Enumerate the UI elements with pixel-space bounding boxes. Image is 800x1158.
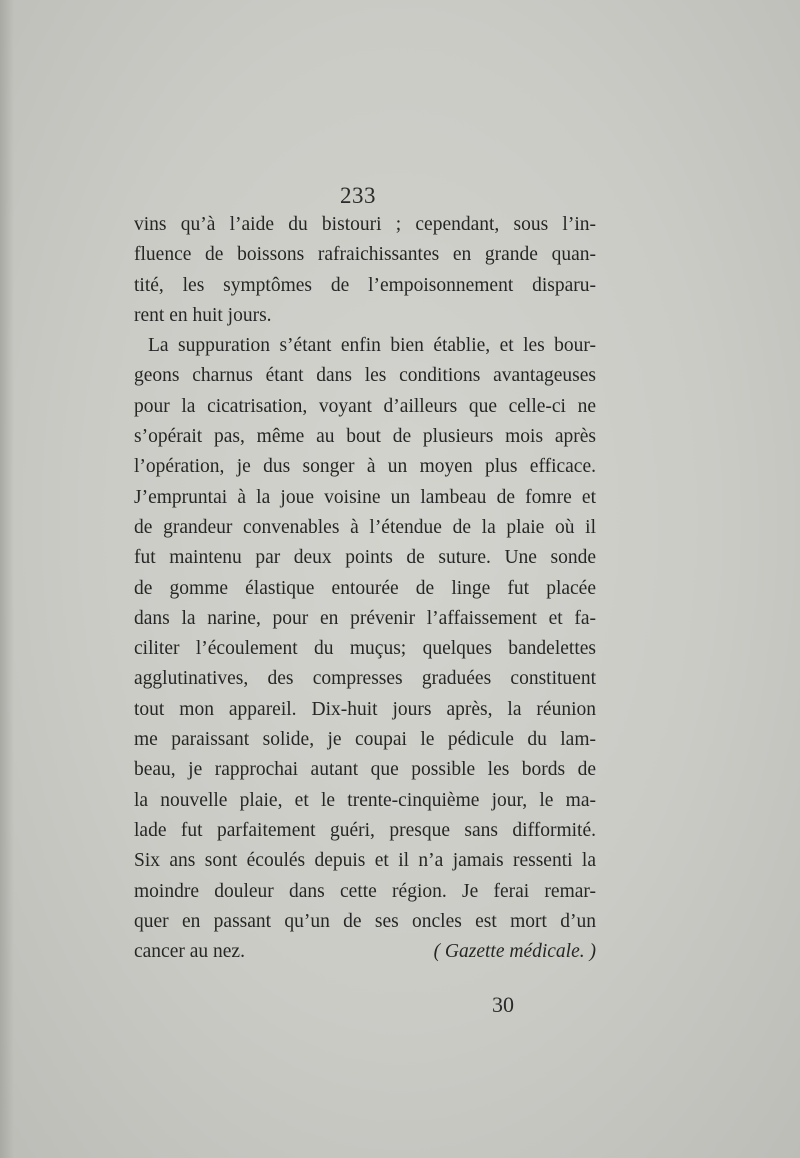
text-line-12: fut maintenu par deux points de suture. Une sonde (134, 547, 596, 569)
final-text: cancer au nez. (134, 941, 245, 963)
text-line-13: de gomme élastique entourée de linge fut placée (134, 577, 596, 599)
page-edge-shadow (0, 0, 14, 1158)
text-line-6: geons charnus étant dans les conditions avantageuses (134, 365, 596, 387)
text-line-10: J’empruntai à la joue voisine un lambeau de fomre et (134, 486, 596, 508)
signature-mark: 30 (492, 992, 514, 1017)
text-line-2: fluence de boissons rafraichissantes en grande quan- (134, 244, 596, 266)
text-line-24: quer en passant qu’un de ses oncles est mort d’un (134, 910, 596, 932)
text-line-1: vins qu’à l’aide du bistouri ; cependant, sous l’in- (134, 214, 596, 235)
text-line-22: Six ans sont écoulés depuis et il n’a jamais ressenti la (134, 850, 596, 872)
closing-line (134, 937, 596, 967)
page-number: 233 (340, 183, 376, 208)
text-line-4: rent en huit jours. (134, 304, 272, 326)
text-line-14: dans la narine, pour en prévenir l’affaissement et fa- (134, 607, 596, 629)
text-line-9: l’opération, je dus songer à un moyen plus efficace. (134, 456, 596, 478)
text-line-18: me paraissant solide, je coupai le pédicule du lam- (134, 729, 596, 751)
body-text (134, 210, 596, 967)
text-line-17: tout mon appareil. Dix-huit jours après, la réunion (134, 698, 596, 720)
text-line-23: moindre douleur dans cette région. Je ferai remar- (134, 880, 596, 902)
text-line-16: agglutinatives, des compresses graduées constituent (134, 668, 596, 690)
source-citation: ( Gazette médicale. ) (433, 941, 596, 963)
text-line-5: La suppuration s’étant enfin bien établie, et les bour- (148, 335, 596, 357)
text-line-20: la nouvelle plaie, et le trente-cinquième jour, le ma- (134, 789, 596, 811)
text-line-11: de grandeur convenables à l’étendue de la plaie où il (134, 516, 596, 538)
text-line-3: tité, les symptômes de l’empoisonnement disparu- (134, 274, 596, 296)
text-line-19: beau, je rapprochai autant que possible les bords de (134, 759, 596, 781)
text-line-21: lade fut parfaitement guéri, presque sans difformité. (134, 819, 596, 841)
text-line-8: s’opérait pas, même au bout de plusieurs mois après (134, 426, 596, 448)
text-line-15: ciliter l’écoulement du muçus; quelques bandelettes (134, 638, 596, 660)
text-line-7: pour la cicatrisation, voyant d’ailleurs que celle-ci ne (134, 395, 596, 417)
